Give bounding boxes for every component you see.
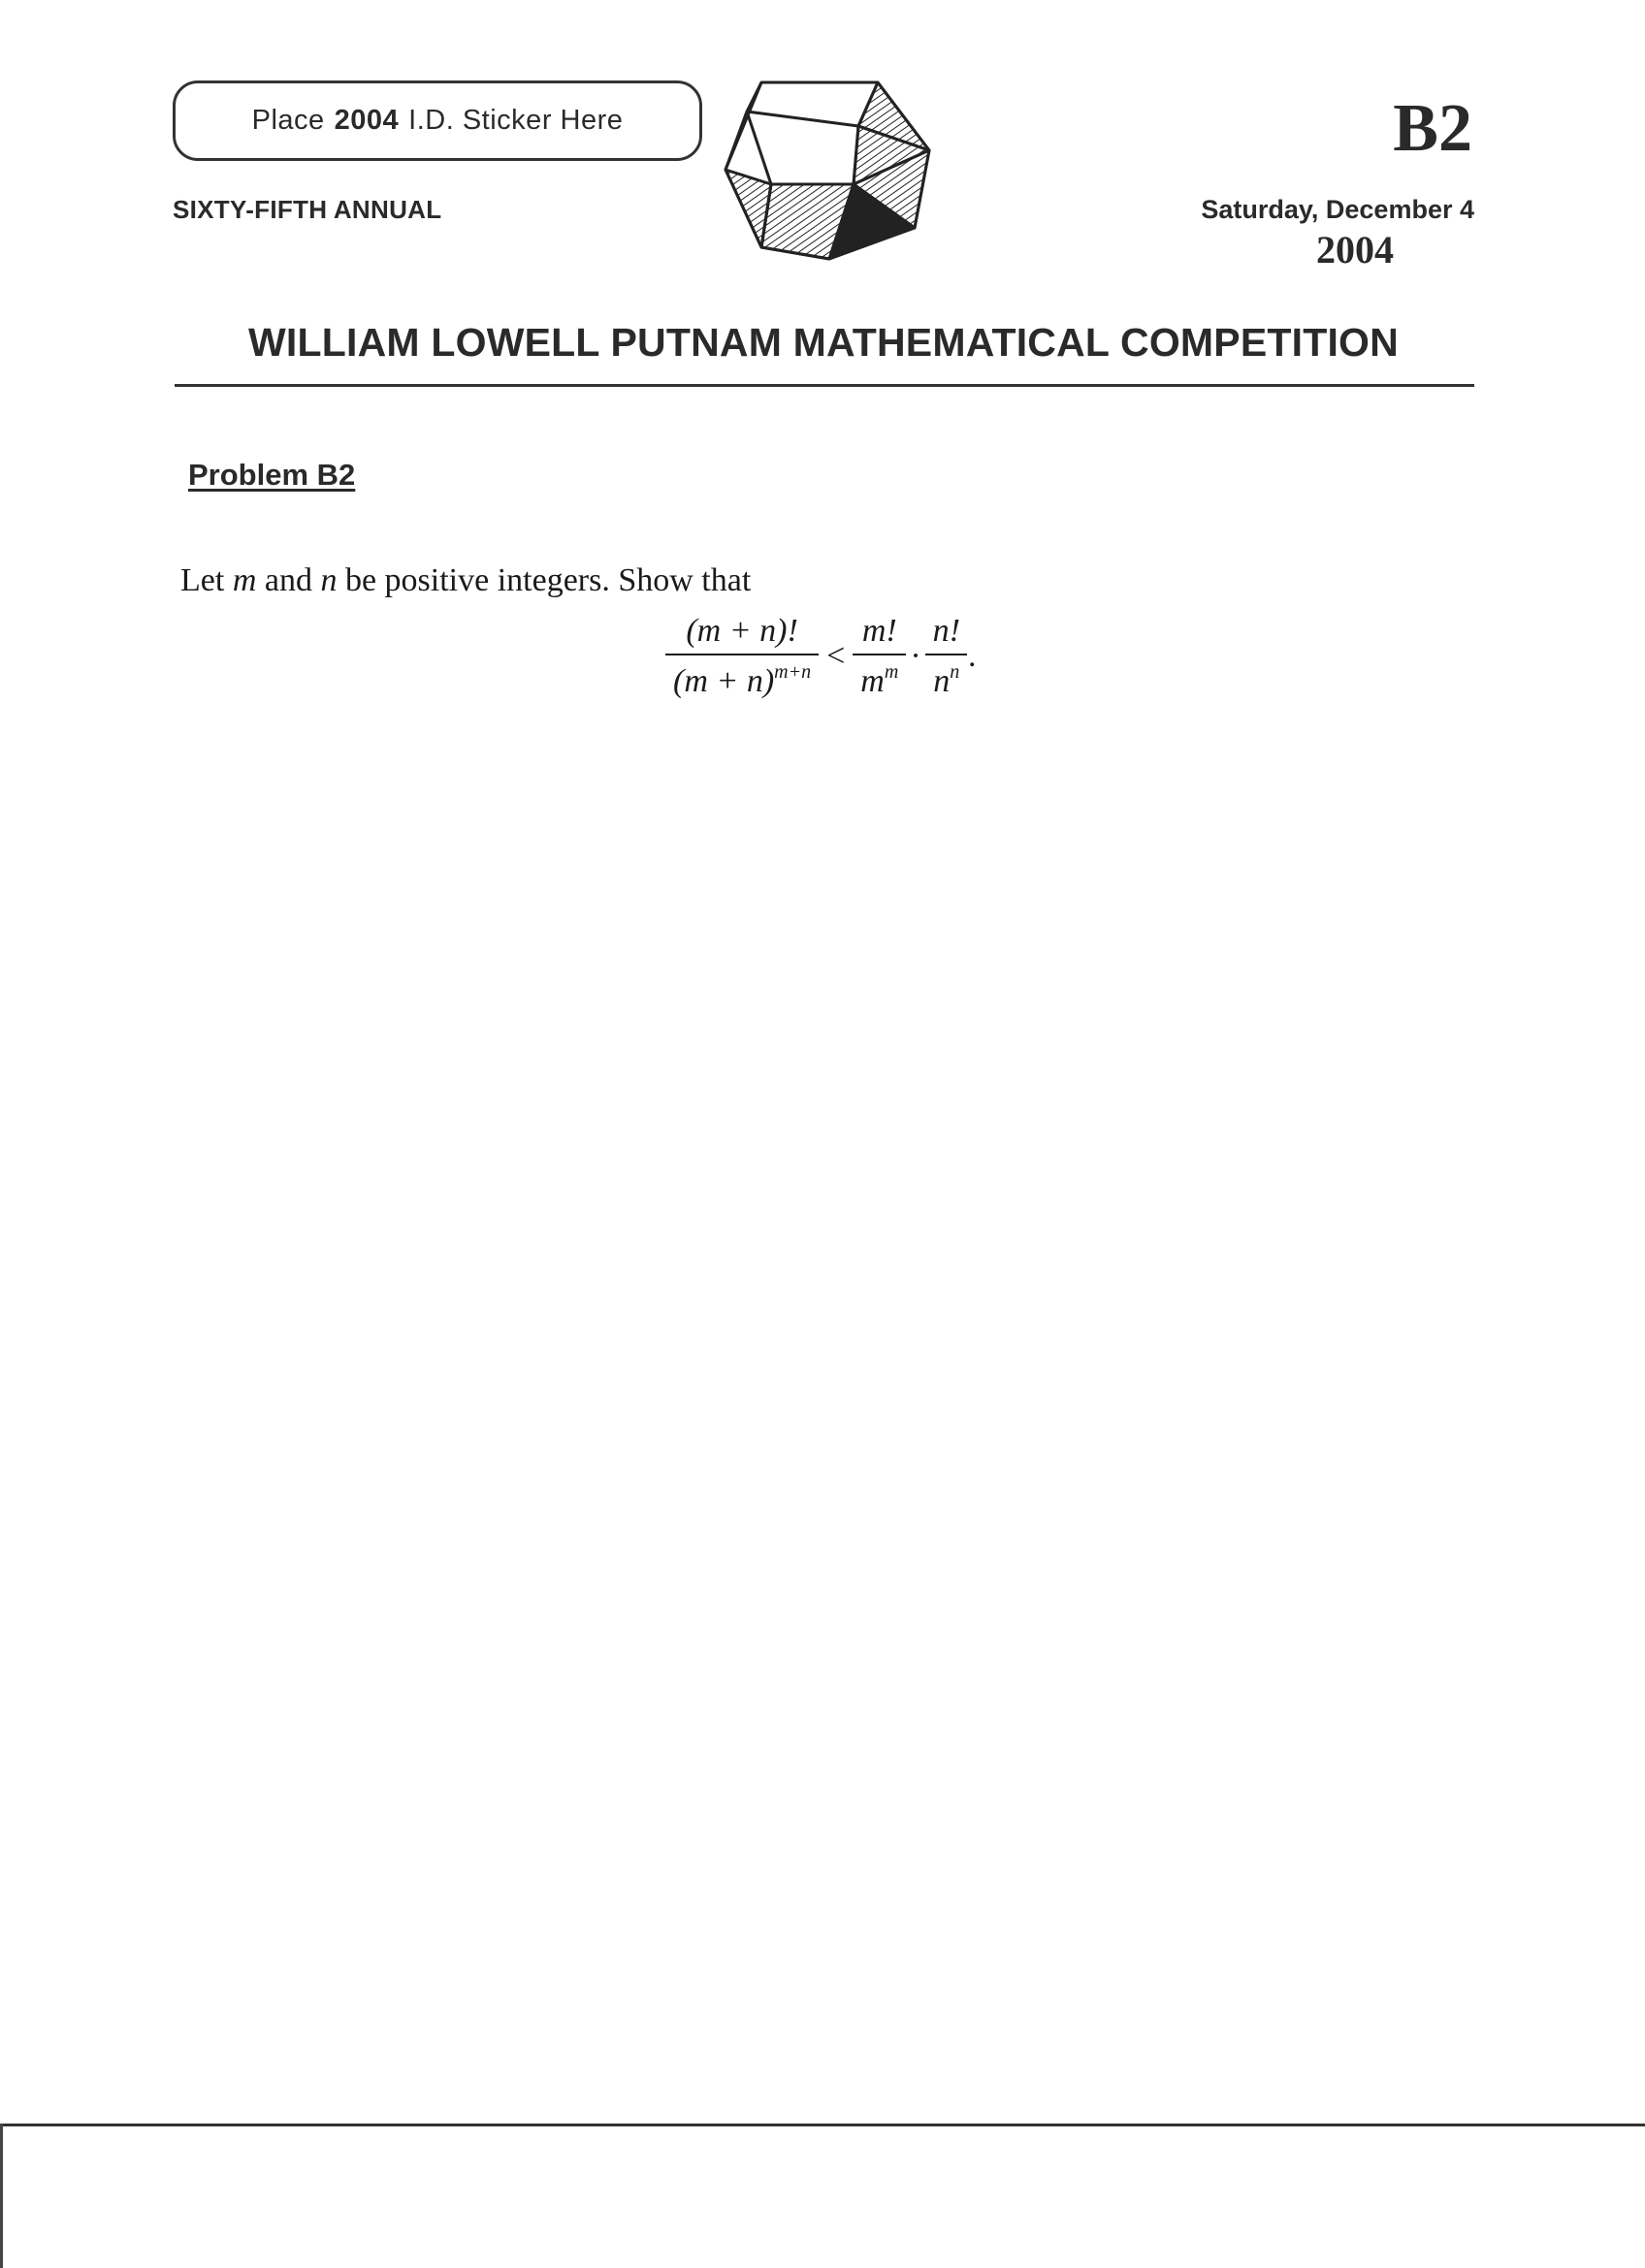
m-denominator-exponent: m xyxy=(884,661,899,683)
lhs-denominator-base: (m + n) xyxy=(673,663,775,699)
less-than-sign: < xyxy=(826,638,846,674)
id-sticker-box xyxy=(173,80,702,161)
m-numerator: m! xyxy=(861,613,897,649)
n-denominator-base: n xyxy=(933,663,951,699)
lhs-denominator-exponent: m+n xyxy=(774,661,812,683)
lhs-numerator: (m + n)! xyxy=(686,613,798,649)
page-left-edge xyxy=(0,2124,3,2268)
problem-code: B2 xyxy=(1393,91,1472,166)
multiplication-dot: · xyxy=(910,638,921,674)
statement-text: and xyxy=(256,562,321,598)
n-fraction xyxy=(925,613,968,700)
exam-year: 2004 xyxy=(1316,228,1394,272)
lhs-denominator xyxy=(665,654,819,700)
n-denominator xyxy=(925,654,967,700)
lhs-fraction xyxy=(665,613,819,700)
sticker-year: 2004 xyxy=(334,105,400,136)
annual-label: SIXTY-FIFTH ANNUAL xyxy=(173,195,442,224)
formula-period: . xyxy=(967,638,977,674)
variable-m: m xyxy=(232,562,257,598)
problem-statement xyxy=(180,562,751,599)
m-fraction xyxy=(853,613,906,700)
m-denominator-base: m xyxy=(860,663,885,699)
sticker-suffix: I.D. Sticker Here xyxy=(408,105,624,136)
statement-text: be positive integers. Show that xyxy=(337,562,752,598)
n-numerator: n! xyxy=(932,613,960,649)
title-divider xyxy=(175,384,1474,387)
statement-text: Let xyxy=(180,562,233,598)
problem-heading: Problem B2 xyxy=(188,458,356,492)
page-bottom-edge xyxy=(0,2124,1645,2126)
polyhedron-logo-icon xyxy=(723,78,931,264)
variable-n: n xyxy=(320,562,338,598)
exam-date: Saturday, December 4 xyxy=(1201,195,1474,224)
competition-title: WILLIAM LOWELL PUTNAM MATHEMATICAL COMPETITION xyxy=(248,320,1399,365)
n-denominator-exponent: n xyxy=(950,661,960,683)
sticker-prefix: Place xyxy=(251,105,325,136)
inequality-formula xyxy=(665,613,976,700)
m-denominator xyxy=(853,654,906,700)
